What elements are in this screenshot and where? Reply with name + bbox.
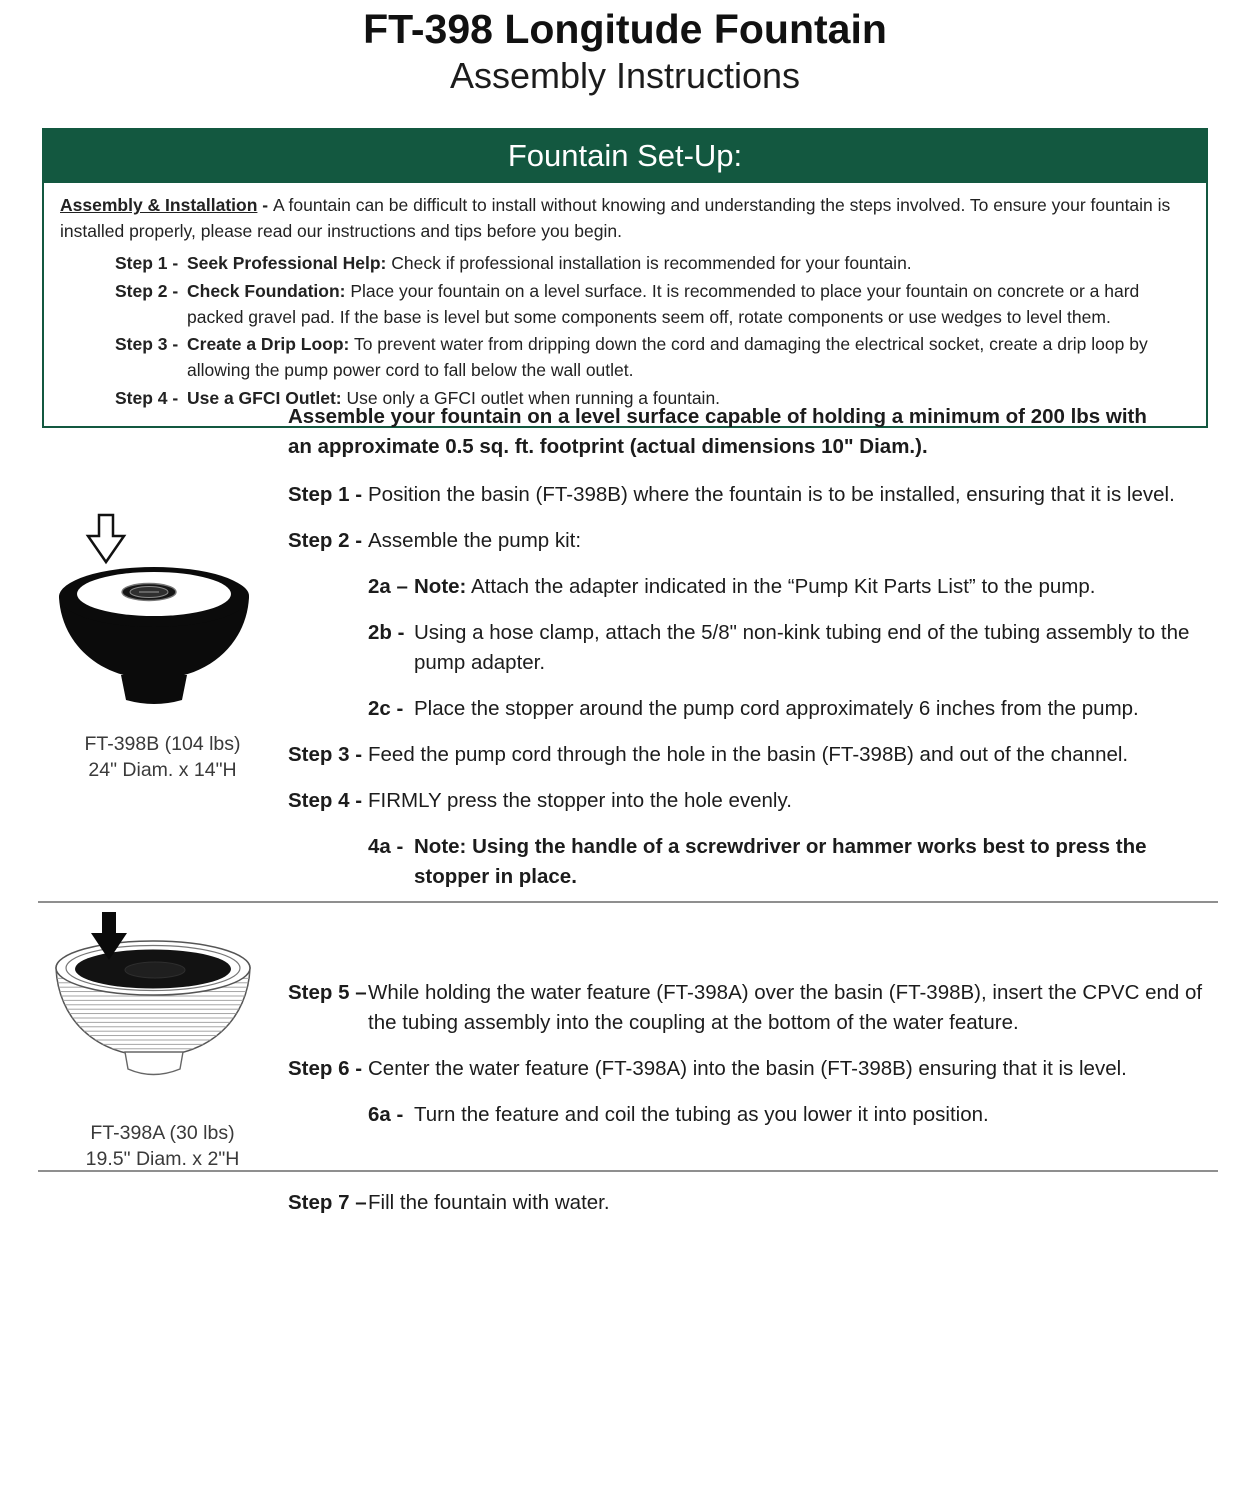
setup-step-text: Seek Professional Help: Check if professional installation is recommended for your fountain. — [187, 252, 912, 273]
step-6a-row — [368, 1100, 1203, 1130]
step-label: Step 3 - — [288, 743, 363, 766]
basin-illustration — [43, 512, 283, 714]
setup-header-bar — [42, 128, 1208, 183]
setup-intro-text: A fountain can be difficult to install without knowing and understanding the steps involved. To ensure your fountain is installed properly, please read our instructions and tips before you begin. — [60, 195, 1171, 241]
substep-text: Place the stopper around the pump cord approximately 6 inches from the pump. — [414, 697, 1139, 720]
setup-step-3 — [115, 332, 1190, 384]
step-4-row — [288, 786, 1203, 816]
step-2b-row — [368, 618, 1203, 678]
substep-label: 6a - — [368, 1103, 404, 1126]
setup-step-text: Check Foundation: Place your fountain on a level surface. It is recommended to place your fountain on concrete or a hard packed gravel pad. If the base is level but some components seem off, rotate components or use wedges to level them. — [187, 280, 1140, 327]
step-text: Center the water feature (FT-398A) into the basin (FT-398B) ensuring that it is level. — [368, 1057, 1127, 1080]
step-2c-row — [368, 694, 1203, 724]
fountain-setup-section — [42, 128, 1208, 428]
section-divider — [38, 1170, 1218, 1172]
step-label: Step 4 - — [288, 789, 363, 812]
step-label: Step 5 – — [288, 981, 367, 1004]
substep-text: Using a hose clamp, attach the 5/8" non-kink tubing end of the tubing assembly to the pump adapter. — [414, 621, 1190, 674]
setup-intro-paragraph — [60, 193, 1190, 245]
substep-label: 2c - — [368, 697, 404, 720]
setup-step-label: Step 2 - — [115, 280, 179, 301]
setup-step-label: Step 3 - — [115, 334, 179, 355]
setup-step-1 — [115, 251, 1190, 277]
setup-steps-list — [115, 251, 1190, 412]
setup-box — [42, 183, 1208, 428]
water-feature-caption-line2: 19.5" Diam. x 2"H — [85, 1148, 240, 1171]
step-text: While holding the water feature (FT-398A) over the basin (FT-398B), insert the CPVC end of the tubing assembly into the coupling at the bottom of the water feature. — [368, 981, 1203, 1034]
step-6-row — [288, 1054, 1203, 1084]
basin-caption — [40, 731, 285, 784]
substep-label: 2a – — [368, 575, 408, 598]
assembly-surface-note: Assemble your fountain on a level surface capable of holding a minimum of 200 lbs with an approximate 0.5 sq. ft. footprint (actual dimensions 10" Diam.). — [288, 405, 1147, 458]
substep-text: Turn the feature and coil the tubing as you lower it into position. — [414, 1103, 989, 1126]
substep-text: Note: Using the handle of a screwdriver or hammer works best to press the stopper in place. — [414, 835, 1147, 888]
down-arrow-outline-icon — [88, 515, 124, 562]
step-label: Step 7 – — [288, 1191, 367, 1214]
figure-water-feature-ft398a — [40, 906, 285, 1173]
page-subtitle: Assembly Instructions — [449, 55, 801, 96]
figure-basin-ft398b — [40, 512, 285, 784]
setup-step-text: Create a Drip Loop: To prevent water from dripping down the cord and damaging the electrical socket, create a drip loop by allowing the pump power cord to fall below the wall outlet. — [187, 334, 1148, 381]
substep-label: 4a - — [368, 835, 404, 858]
step-5-row — [288, 978, 1203, 1038]
substep-label: 2b - — [368, 621, 405, 644]
step-label: Step 1 - — [288, 483, 363, 506]
step-text: Feed the pump cord through the hole in the basin (FT-398B) and out of the channel. — [368, 743, 1129, 766]
step-label: Step 2 - — [288, 529, 363, 552]
setup-step-2 — [115, 279, 1190, 331]
step-text: Assemble the pump kit: — [368, 529, 582, 552]
page-title: FT-398 Longitude Fountain — [363, 6, 887, 52]
instructions-part1 — [288, 402, 1203, 908]
setup-step-label: Step 1 - — [115, 252, 179, 273]
basin-caption-line2: 24" Diam. x 14"H — [88, 759, 237, 782]
setup-header-title: Fountain Set-Up: — [507, 137, 743, 173]
water-feature-illustration — [43, 906, 283, 1091]
setup-step-label: Step 4 - — [115, 388, 179, 409]
step-3-row — [288, 740, 1203, 770]
instructions-part3 — [288, 1188, 1203, 1234]
substep-text: Note: Attach the adapter indicated in the “Pump Kit Parts List” to the pump. — [414, 575, 1096, 598]
step-text: FIRMLY press the stopper into the hole evenly. — [368, 789, 792, 812]
instructions-part2 — [288, 978, 1203, 1146]
step-1-row — [288, 480, 1203, 510]
step-2a-row — [368, 572, 1203, 602]
step-text: Position the basin (FT-398B) where the fountain is to be installed, ensuring that it is level. — [368, 483, 1175, 506]
title-block — [0, 6, 1250, 97]
step-2-row — [288, 526, 1203, 556]
step-label: Step 6 - — [288, 1057, 363, 1080]
water-feature-caption-line1: FT-398A (30 lbs) — [90, 1122, 235, 1144]
step-7-row — [288, 1188, 1203, 1218]
basin-caption-line1: FT-398B (104 lbs) — [84, 733, 241, 755]
setup-step-text: Use a GFCI Outlet: Use only a GFCI outlet when running a fountain. — [187, 388, 721, 409]
step-4a-row — [368, 832, 1203, 892]
water-feature-caption — [40, 1120, 285, 1173]
setup-intro-label: Assembly & Installation — [60, 195, 258, 215]
setup-intro-dash: - — [257, 195, 273, 215]
step-text: Fill the fountain with water. — [368, 1191, 610, 1214]
